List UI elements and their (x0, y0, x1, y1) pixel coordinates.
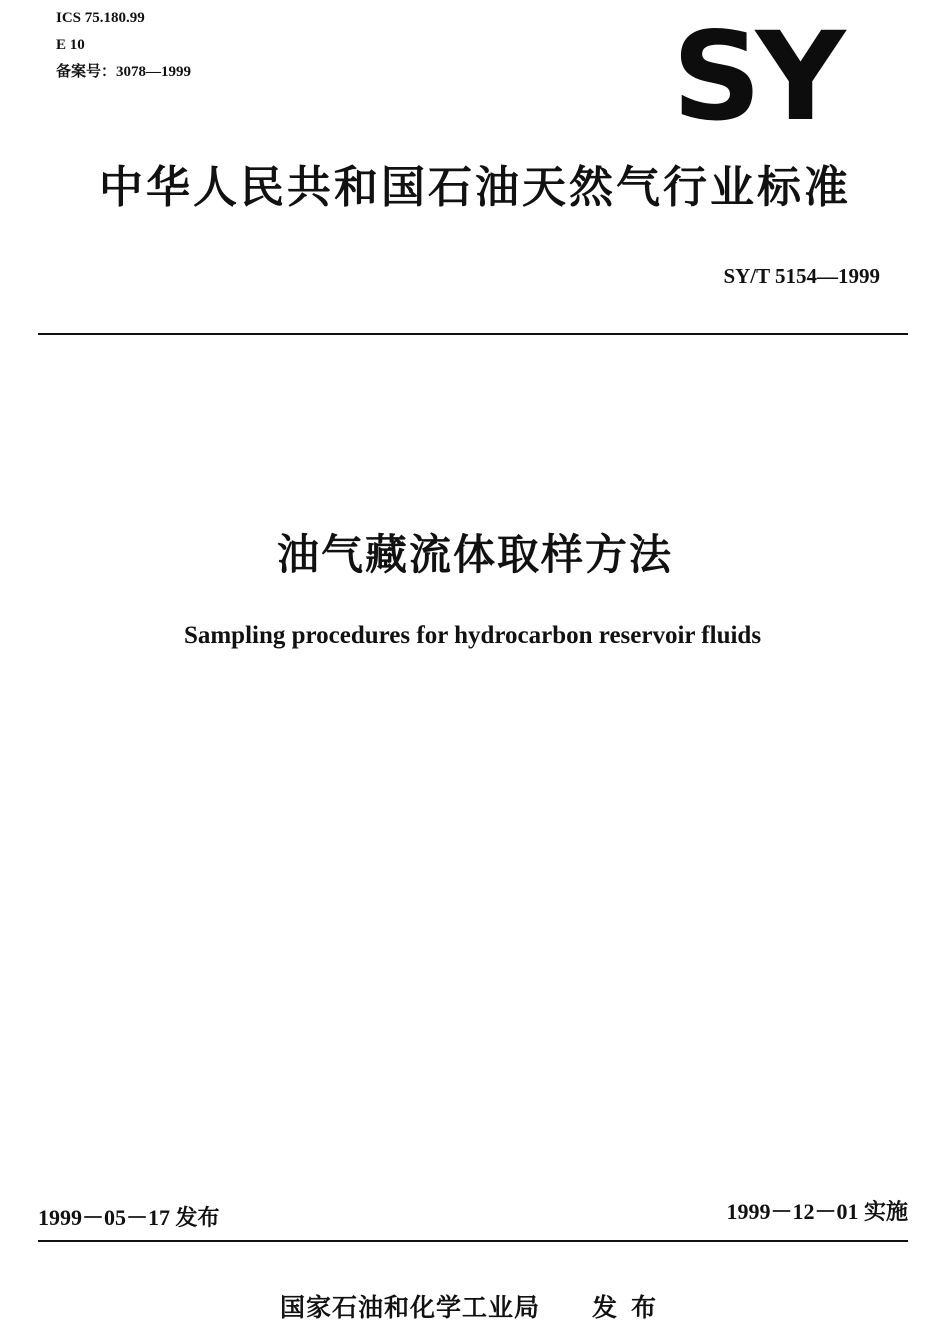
sy-logo: SY (672, 6, 840, 148)
record-number: 备案号：3078—1999 (56, 64, 192, 80)
classification-code: E 10 (56, 37, 85, 53)
publisher-name: 国家石油和化学工业局 (279, 1293, 540, 1322)
issue-date: 1999－05－17 发布 (38, 1205, 220, 1230)
standard-code: SY/T 5154—1999 (723, 264, 880, 288)
bottom-divider (38, 1240, 908, 1242)
ics-code: ICS 75.180.99 (56, 10, 145, 26)
top-divider (38, 333, 908, 335)
publisher-line (0, 1290, 950, 1326)
document-title-english: Sampling procedures for hydrocarbon reservoir fluids (183, 622, 762, 649)
publisher-action: 发布 (592, 1293, 671, 1322)
standard-authority-title: 中华人民共和国石油天然气行业标准 (99, 162, 851, 213)
document-title-chinese: 油气藏流体取样方法 (276, 530, 673, 579)
implementation-date: 1999－12－01 实施 (726, 1199, 908, 1224)
